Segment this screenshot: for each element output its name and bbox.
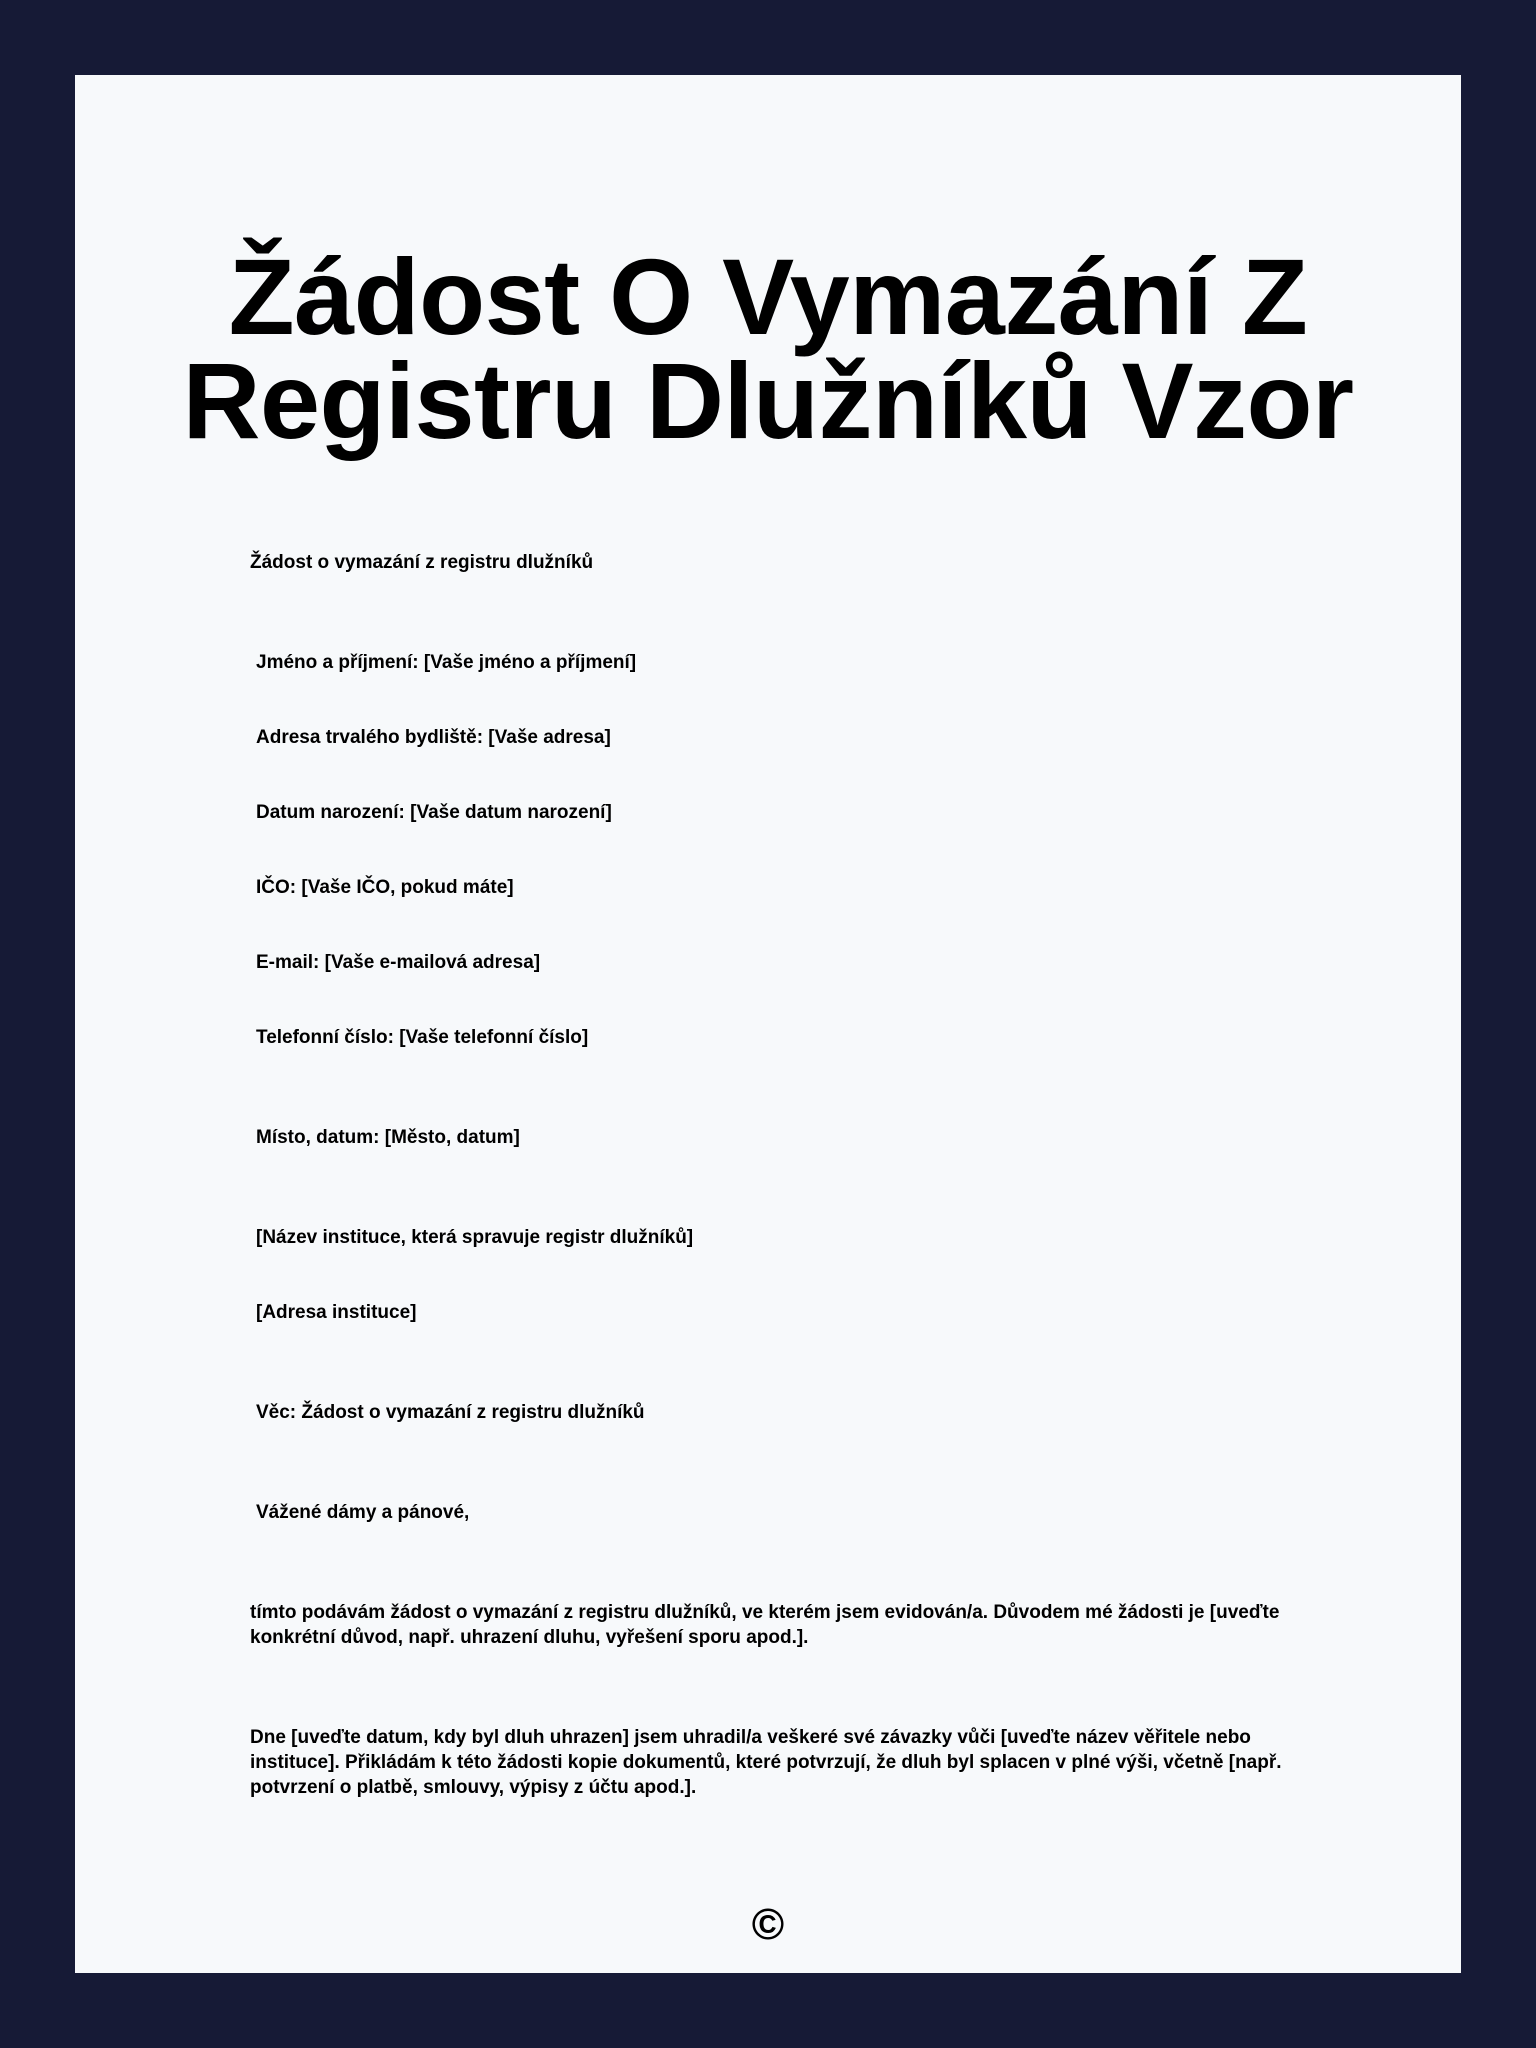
body-paragraph-1: tímto podávám žádost o vymazání z registru dlužníků, ve kterém jsem evidován/a. Důvodem mé žádosti je [uveďte konkrétní důvod, např. uhrazení dluhu, vyřešení sporu apod.]. bbox=[250, 1602, 1280, 1648]
field-phone: Telefonní číslo: [Vaše telefonní číslo] bbox=[256, 1027, 589, 1048]
subject-line: Věc: Žádost o vymazání z registru dlužníků bbox=[256, 1402, 645, 1423]
salutation: Vážené dámy a pánové, bbox=[256, 1502, 470, 1523]
field-birth-date: Datum narození: [Vaše datum narození] bbox=[256, 802, 612, 823]
heading-line: Žádost o vymazání z registru dlužníků bbox=[250, 552, 594, 573]
field-ico: IČO: [Vaše IČO, pokud máte] bbox=[256, 877, 514, 898]
place-date: Místo, datum: [Město, datum] bbox=[256, 1127, 520, 1148]
document-page bbox=[75, 75, 1461, 1973]
document-title: Žádost O Vymazání Z Registru Dlužníků Vzor bbox=[182, 236, 1354, 461]
body-paragraph-2: Dne [uveďte datum, kdy byl dluh uhrazen] jsem uhradil/a veškeré své závazky vůči [uveďte název věřitele nebo instituce]. Přikládám k této žádosti kopie dokumentů, které potvrzují, že dluh byl splacen v plné výši, včetně [např. potvrzení o platbě, smlouvy, výpisy z účtu apod.]. bbox=[250, 1727, 1282, 1798]
field-address: Adresa trvalého bydliště: [Vaše adresa] bbox=[256, 727, 611, 748]
institution-address: [Adresa instituce] bbox=[256, 1302, 417, 1323]
institution-name: [Název instituce, která spravuje registr dlužníků] bbox=[256, 1227, 694, 1248]
field-name: Jméno a příjmení: [Vaše jméno a příjmení] bbox=[256, 652, 637, 673]
copyright-icon: © bbox=[751, 1900, 785, 1949]
field-email: E-mail: [Vaše e-mailová adresa] bbox=[256, 952, 541, 973]
